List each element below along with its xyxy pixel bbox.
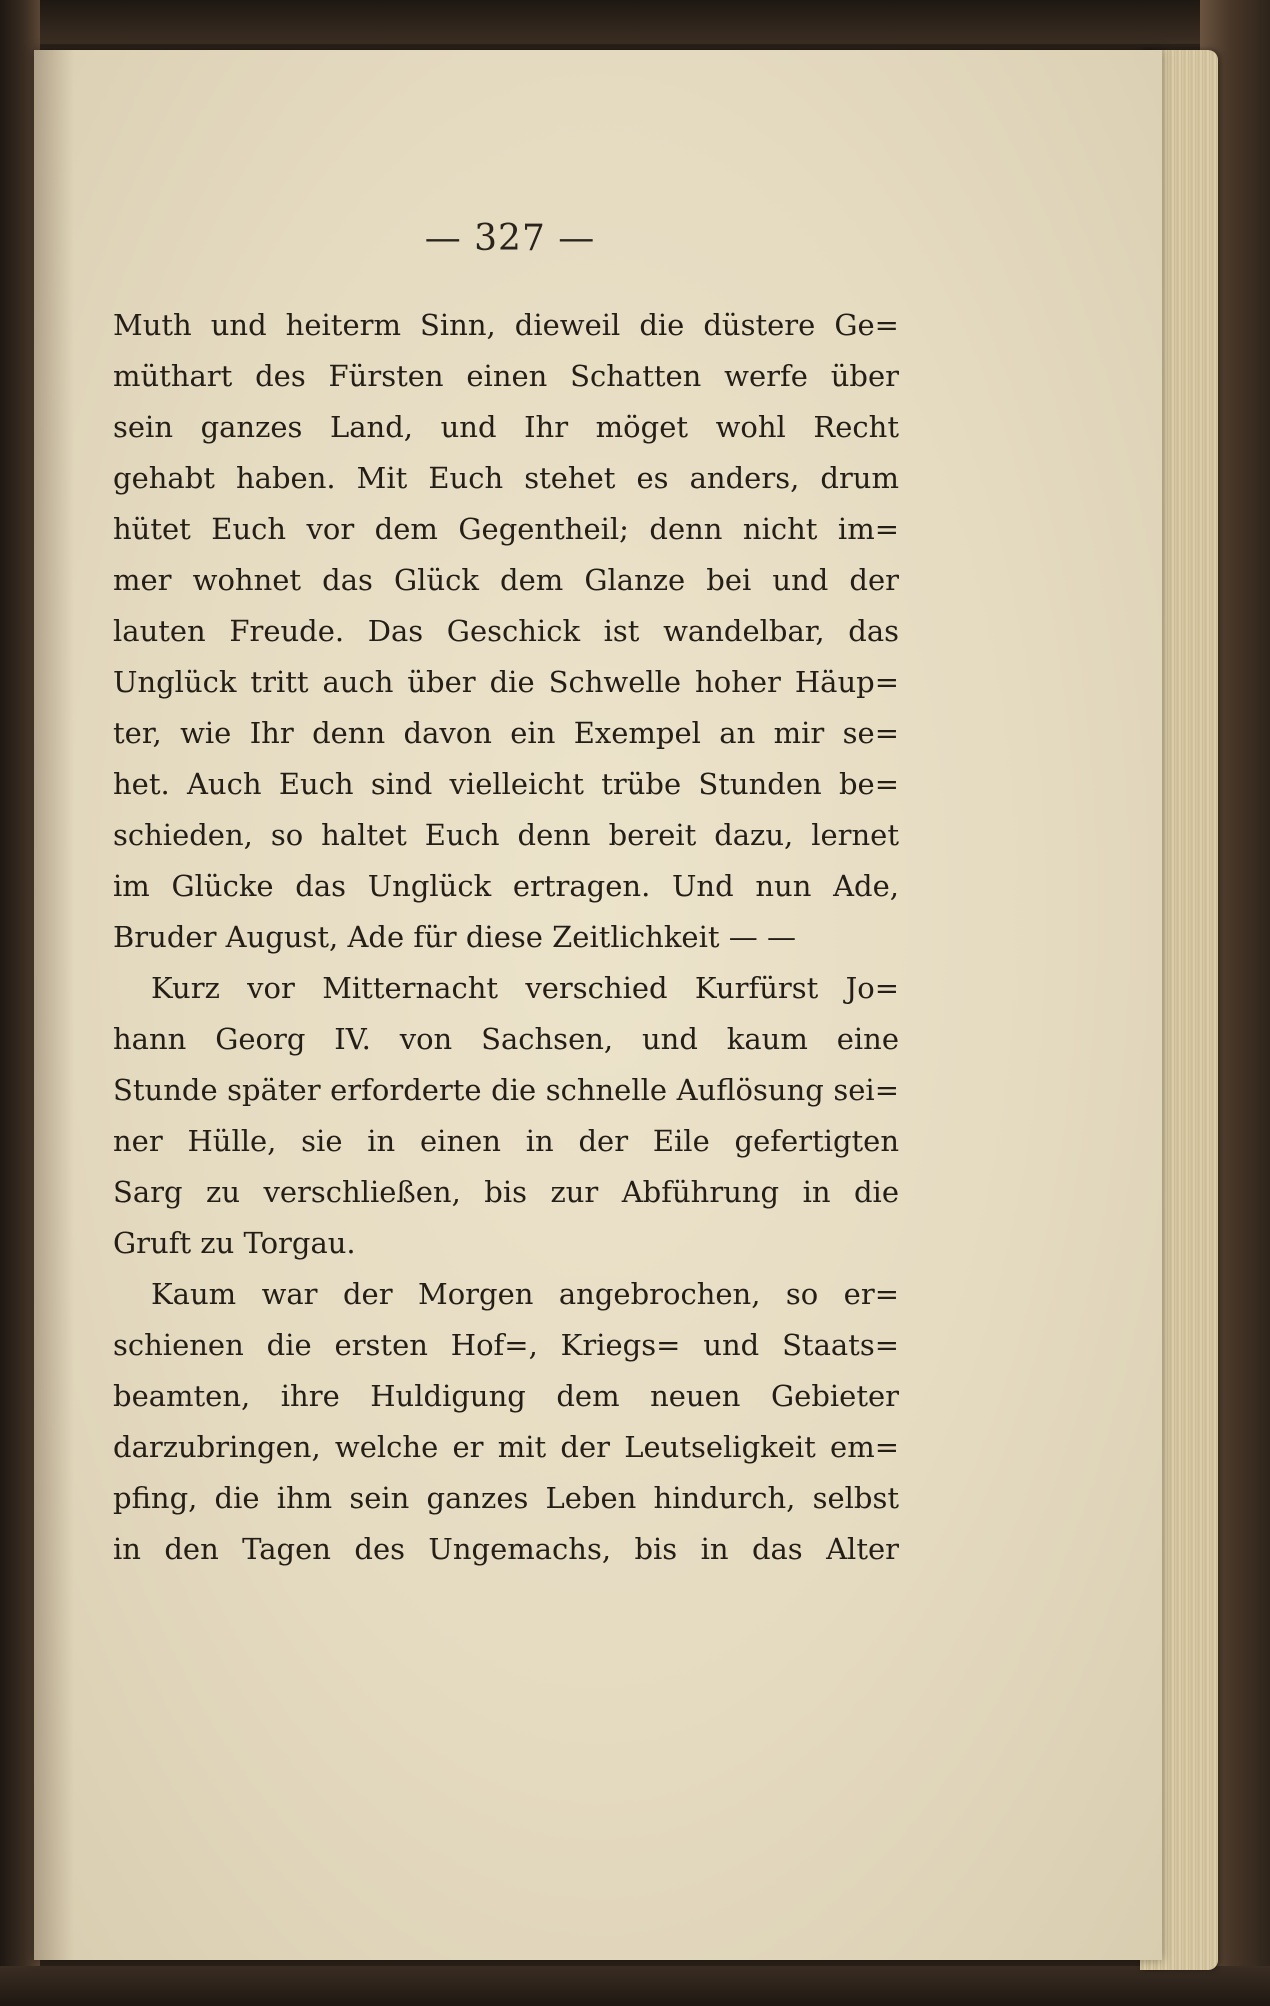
text-line: Stunde später erforderte die schnelle Auflösung sei=	[113, 1073, 899, 1107]
text-line: Bruder August, Ade für diese Zeitlichkeit — —	[113, 920, 796, 954]
text-line: Sarg zu verschließen, bis zur Abführung in die	[113, 1175, 899, 1209]
text-line: Kaum war der Morgen angebrochen, so er=	[151, 1277, 899, 1311]
text-line: hann Georg IV. von Sachsen, und kaum eine	[113, 1022, 899, 1056]
text-line: in den Tagen des Ungemachs, bis in das Alter	[113, 1532, 899, 1566]
text-line: sein ganzes Land, und Ihr möget wohl Recht	[113, 410, 899, 444]
text-line: im Glücke das Unglück ertragen. Und nun Ade,	[113, 869, 899, 903]
page-number: — 327 —	[424, 218, 596, 259]
text-line: ter, wie Ihr denn davon ein Exempel an mir se=	[113, 716, 899, 750]
text-line: ner Hülle, sie in einen in der Eile gefertigten	[113, 1124, 899, 1158]
text-line: müthart des Fürsten einen Schatten werfe über	[113, 359, 899, 393]
text-line: hütet Euch vor dem Gegentheil; denn nicht im=	[113, 512, 899, 546]
text-line: schienen die ersten Hof=, Kriegs= und Staats=	[113, 1328, 899, 1362]
book-board-bottom	[0, 1966, 1270, 2006]
text-line: Gruft zu Torgau.	[113, 1226, 356, 1260]
text-line: Kurz vor Mitternacht verschied Kurfürst Jo=	[151, 971, 899, 1005]
body-text	[113, 300, 899, 1575]
text-line: het. Auch Euch sind vielleicht trübe Stunden be=	[113, 767, 899, 801]
text-line: mer wohnet das Glück dem Glanze bei und der	[113, 563, 899, 597]
text-line: beamten, ihre Huldigung dem neuen Gebieter	[113, 1379, 899, 1413]
text-line: Muth und heiterm Sinn, dieweil die düstere Ge=	[113, 308, 899, 342]
text-line: pfing, die ihm sein ganzes Leben hindurch, selbst	[113, 1481, 899, 1515]
book-board-top	[0, 0, 1270, 44]
text-line: darzubringen, welche er mit der Leutseligkeit em=	[113, 1430, 899, 1464]
text-line: Unglück tritt auch über die Schwelle hoher Häup=	[113, 665, 899, 699]
text-line: lauten Freude. Das Geschick ist wandelbar, das	[113, 614, 899, 648]
text-line: schieden, so haltet Euch denn bereit dazu, lernet	[113, 818, 899, 852]
text-line: gehabt haben. Mit Euch stehet es anders, drum	[113, 461, 899, 495]
gutter-shadow	[34, 50, 74, 1960]
